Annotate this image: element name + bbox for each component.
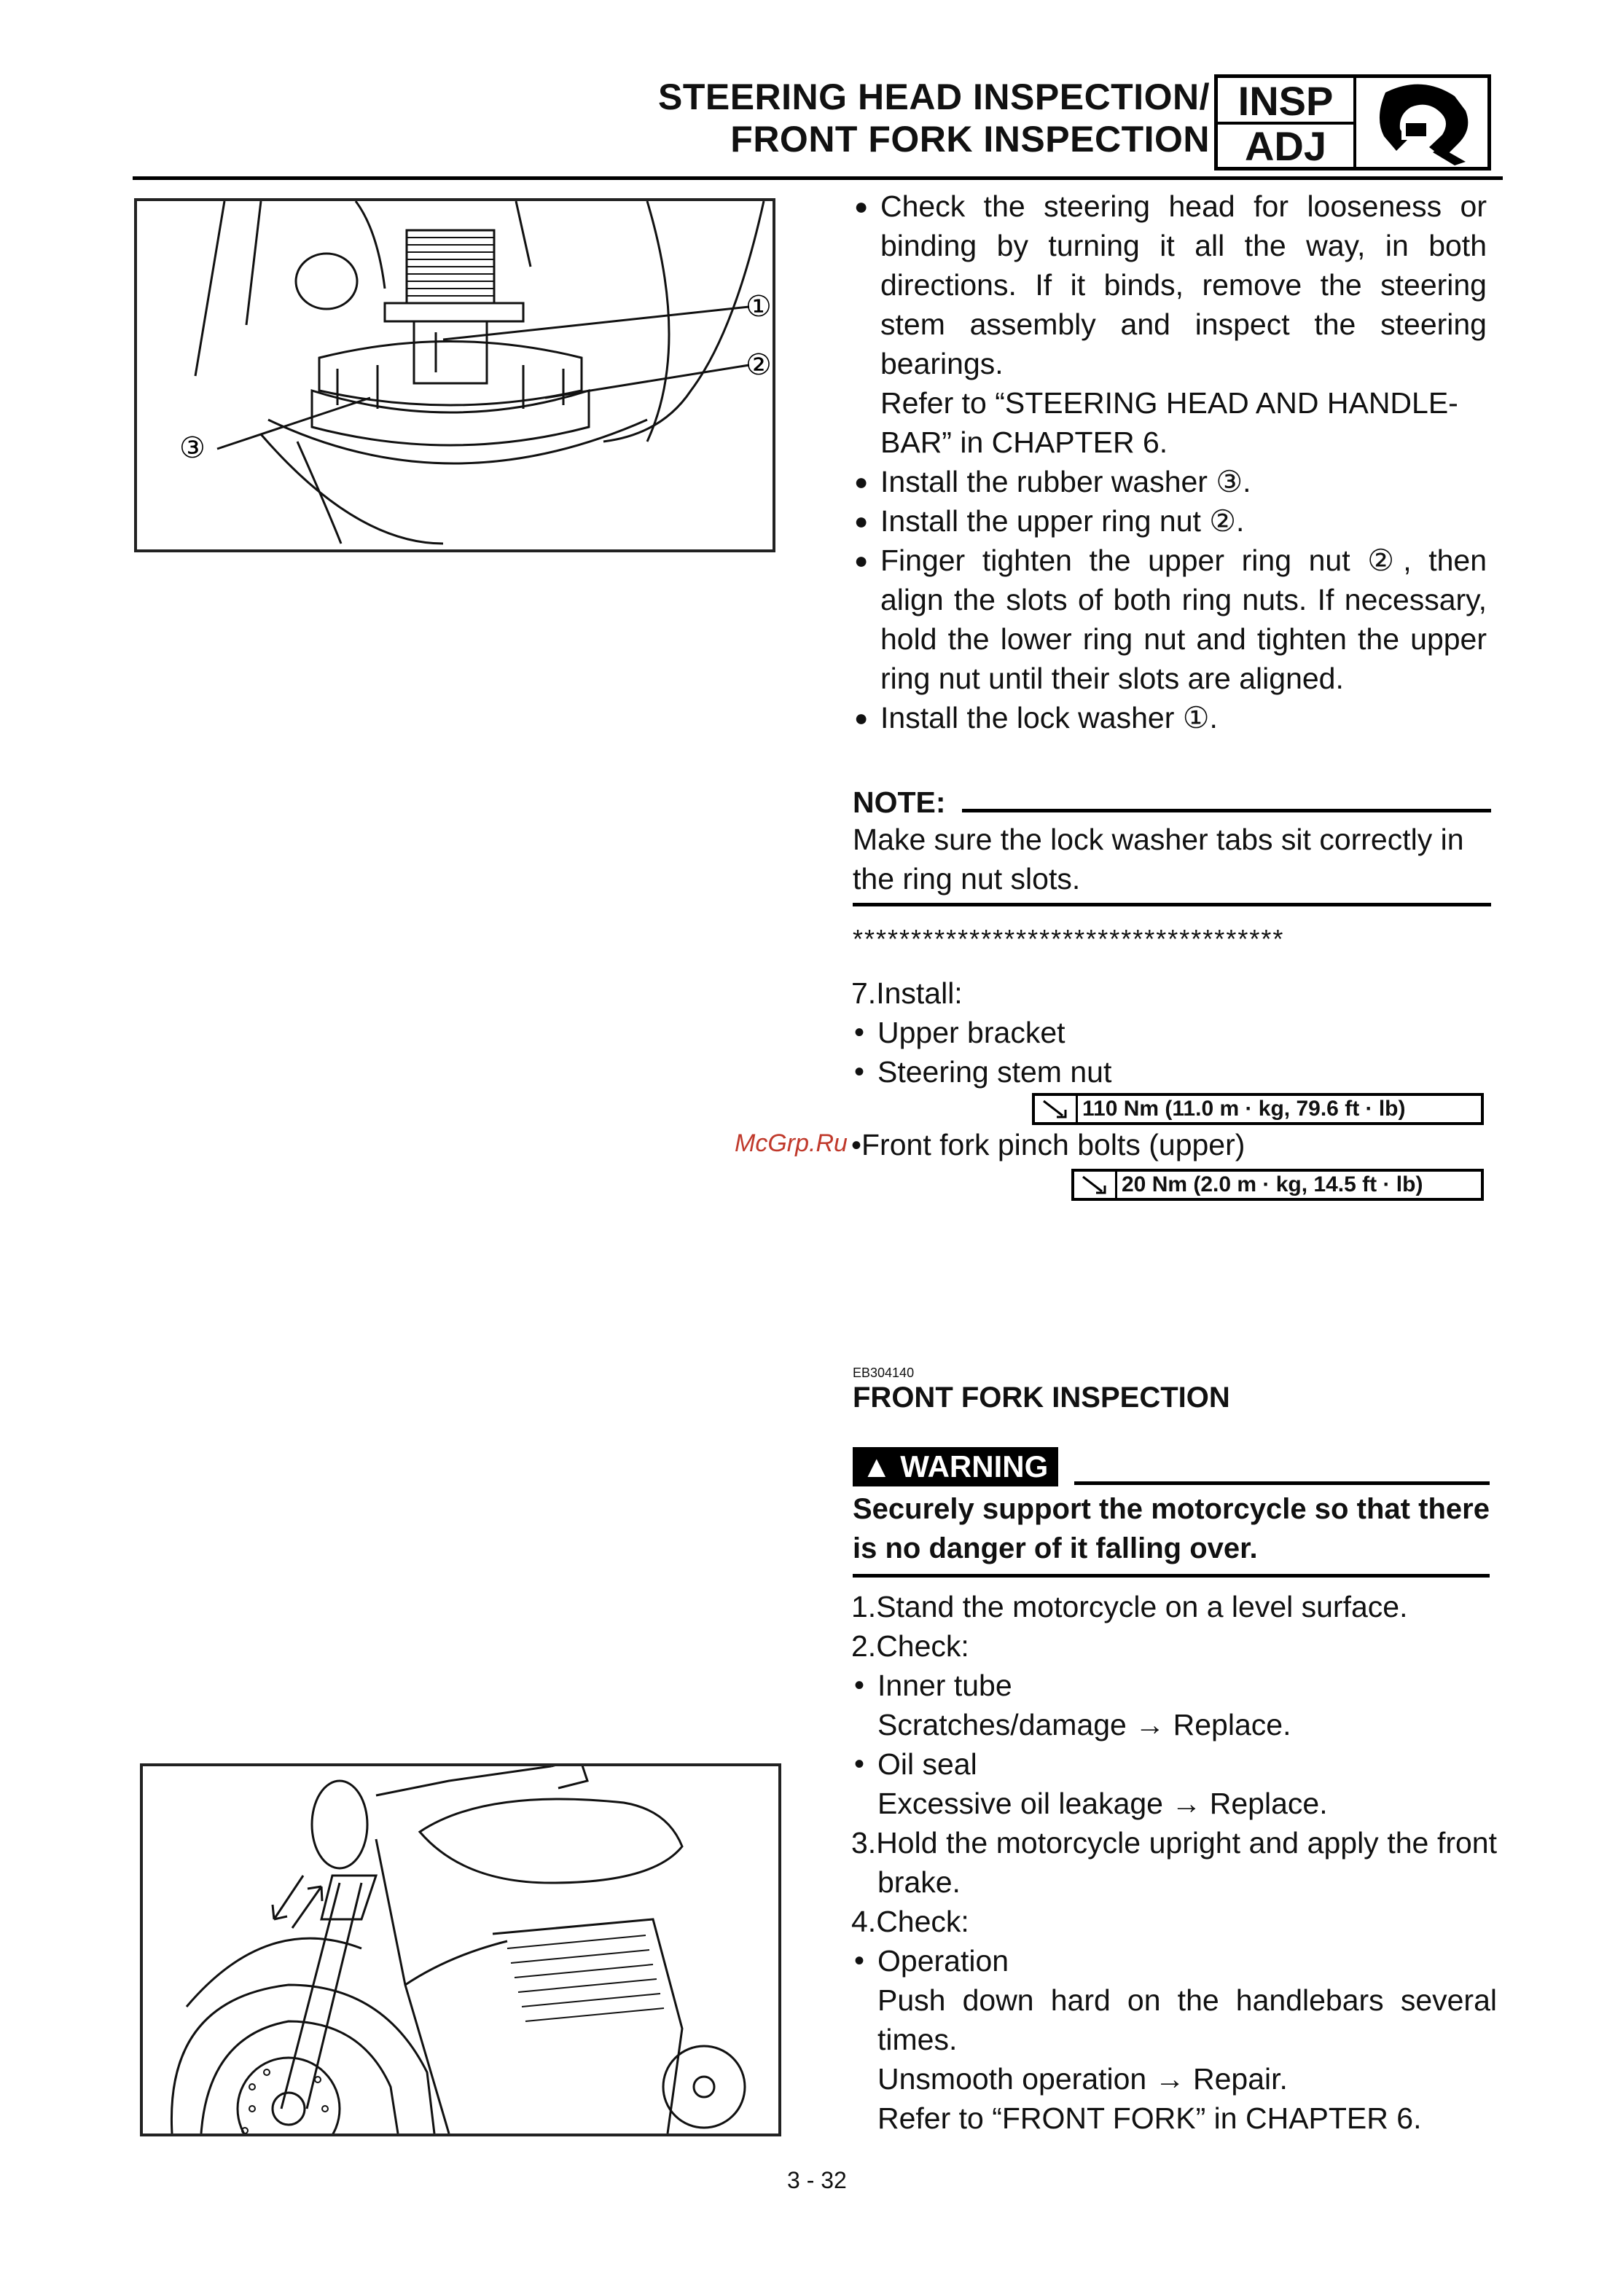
install-item-steering-stem-nut: • Steering stem nut bbox=[851, 1052, 1493, 1092]
torque-spec-1 bbox=[1032, 1093, 1484, 1125]
install-section bbox=[851, 973, 1493, 1092]
page-title bbox=[658, 76, 1210, 160]
torque-wrench-icon bbox=[1074, 1172, 1117, 1198]
badge-insp: INSP bbox=[1218, 78, 1356, 125]
motorcycle-fork-figure bbox=[140, 1763, 781, 2136]
page-number: 3 - 32 bbox=[787, 2167, 847, 2193]
check-inner-tube-detail: Scratches/damage → Replace. bbox=[877, 1708, 1291, 1741]
check-operation-detail-2: Unsmooth operation → Repair. bbox=[877, 2062, 1288, 2096]
check-inner-tube: • Inner tube bbox=[851, 1666, 1500, 1705]
warning-rule-top bbox=[1074, 1481, 1490, 1485]
torque-value-2: 20 Nm (2.0 m · kg, 14.5 ft · lb) bbox=[1122, 1172, 1423, 1196]
step-finger-tighten: ● Finger tighten the upper ring nut ②, then align the slots of both ring nuts. If necessary, hold the lower ring nut and tighten the upper ring nut until their slots are aligned. bbox=[854, 541, 1487, 698]
title-line-2: FRONT FORK INSPECTION bbox=[730, 119, 1210, 160]
install-item-pinch-bolts: •Front fork pinch bolts (upper) bbox=[851, 1128, 1246, 1161]
torque-value-1: 110 Nm (11.0 m · kg, 79.6 ft · lb) bbox=[1082, 1097, 1406, 1121]
warning-rule-bottom bbox=[853, 1574, 1490, 1578]
install-item-upper-bracket: • Upper bracket bbox=[851, 1013, 1493, 1052]
note-text: Make sure the lock washer tabs sit correctly in the ring nut slots. bbox=[853, 823, 1464, 896]
section-code: EB304140 bbox=[853, 1366, 915, 1380]
badge-adj: ADJ bbox=[1218, 123, 1356, 170]
step-3: 3.Hold the motorcycle upright and apply the front brake. bbox=[851, 1826, 1497, 1899]
step-4: 4.Check: bbox=[851, 1905, 969, 1938]
install-title: 7.Install: bbox=[851, 976, 963, 1010]
bullet-icon: • bbox=[851, 1129, 862, 1161]
step-check-steering: ● Check the steering head for looseness or binding by turning it all the way, in both directions. If it binds, remove the steering stem assembly and inspect the steering bearings. bbox=[854, 187, 1487, 383]
step-install-lock-washer: ● Install the lock washer ①. bbox=[854, 698, 1493, 737]
fork-steps bbox=[851, 1587, 1500, 2138]
callout-2: ② bbox=[746, 348, 772, 382]
check-operation: • Operation bbox=[851, 1941, 1500, 1980]
step-install-upper-ring-nut: ● Install the upper ring nut ②. bbox=[854, 501, 1493, 541]
step-1: 1.Stand the motorcycle on a level surface. bbox=[851, 1590, 1408, 1623]
title-line-1: STEERING HEAD INSPECTION/ bbox=[657, 77, 1210, 117]
warning-box bbox=[853, 1447, 1490, 1578]
step-install-rubber-washer: ● Install the rubber washer ③. bbox=[854, 462, 1493, 501]
torque-wrench-icon bbox=[1035, 1096, 1078, 1122]
header-rule bbox=[133, 176, 1503, 180]
section-badge bbox=[1214, 74, 1491, 171]
steering-head-figure bbox=[134, 198, 775, 552]
separator-stars: ************************************* bbox=[853, 924, 1285, 954]
note-rule-top bbox=[962, 809, 1491, 812]
torque-spec-2 bbox=[1071, 1169, 1484, 1201]
callout-1: ① bbox=[746, 290, 772, 324]
warning-triangle-icon: ▲ bbox=[861, 1449, 892, 1484]
note-label: NOTE: bbox=[853, 785, 946, 819]
watermark: McGrp.Ru bbox=[735, 1129, 848, 1157]
wrench-icon bbox=[1356, 78, 1487, 167]
note-rule-bottom bbox=[853, 903, 1491, 906]
step-2: 2.Check: bbox=[851, 1629, 969, 1663]
callout-3: ③ bbox=[179, 431, 206, 465]
steering-steps bbox=[851, 187, 1493, 737]
note-box bbox=[853, 785, 1491, 906]
warning-text: Securely support the motorcycle so that there is no danger of it falling over. bbox=[853, 1493, 1490, 1564]
section-title: FRONT FORK INSPECTION bbox=[853, 1382, 1230, 1414]
check-oil-seal-detail: Excessive oil leakage → Replace. bbox=[877, 1787, 1328, 1820]
check-operation-detail-3: Refer to “FRONT FORK” in CHAPTER 6. bbox=[877, 2101, 1422, 2135]
check-oil-seal: • Oil seal bbox=[851, 1744, 1500, 1784]
step-refer-steering: Refer to “STEERING HEAD AND HANDLE-BAR” in CHAPTER 6. bbox=[880, 386, 1458, 459]
warning-badge: ▲ WARNING bbox=[853, 1447, 1058, 1486]
check-operation-detail-1: Push down hard on the handlebars several times. bbox=[877, 1983, 1497, 2056]
